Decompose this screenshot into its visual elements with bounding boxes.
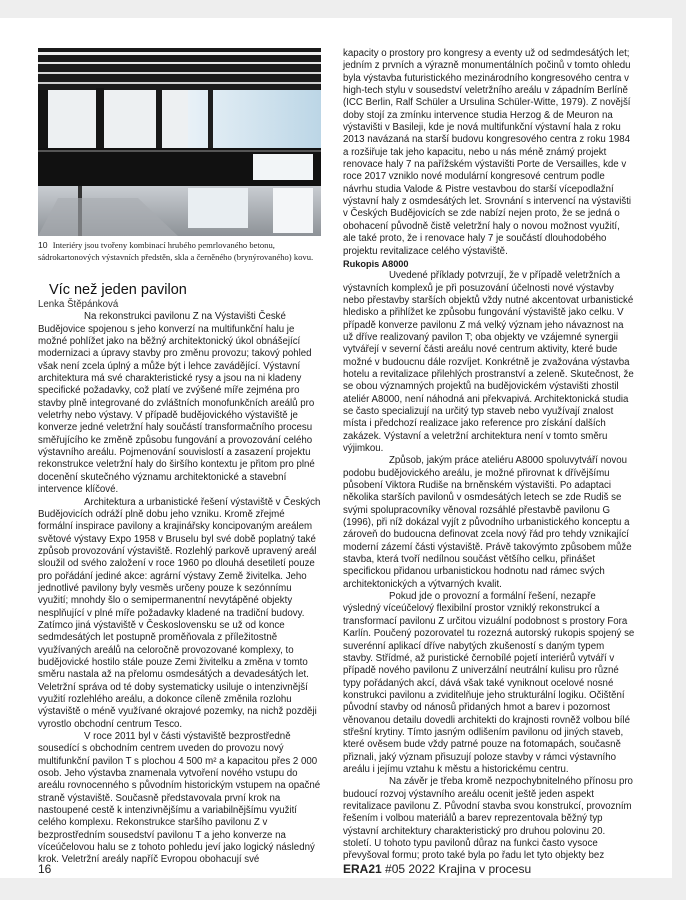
page-edge-bottom bbox=[0, 878, 686, 900]
paragraph: Na rekonstrukci pavilonu Z na Výstavišti České Budějovice spojenou s jeho konverzí na multifunkční halu je možné pohlížet jako na běžný architektonický úkol obnášející modernizaci a úpravy stavby pro změnu provozu; takový pohled však není zcela úplný a může být i lehce zavádějící. Výstavní architektura má své charakteristické rysy a jsou na ni kladeny specifické požadavky, což platí ve zvýšené míře zejména pro stavby plně integrované do zvláštních monofunkčních areálů pro veletrhy nebo výstavy. V případě budějovického výstaviště je konverze jedné veletržní haly součástí transformačního procesu směřujícího ke změně způsobu fungování a provozování celého výstavního areálu. Pojmenování souvislostí a zasazení projektu rekonstrukce veletržní haly do širšího kontextu je přitom pro plné docenění skutečného významu architektonické a stavební intervence klíčové. bbox=[38, 311, 315, 496]
figure-number: 10 bbox=[38, 240, 48, 250]
page-edge-top bbox=[0, 0, 686, 18]
paragraph: Pokud jde o provozní a formální řešení, nezapře výsledný víceúčelový flexibilní prostor vzniklý rekonstrukcí a transformací pavilonu Z určitou vizuální podobnost s prostory Fora Karlín. Poučený pozorovatel tu rozezná autorský rukopis spojený se suverénní aplikací dříve nabytých zkušeností s daným typem stavby. Střídmé, až puristické černobílé pojetí interiérů vytváří v případě nového pavilonu Z univerzální neutrální kulisu pro různé typy pořádaných akcí, dává však také vyniknout ocelové nosné konstrukci pavilonu a zviditelňuje jeho strukturální logiku. Očištění původní stavby od nánosů přidaných hmot a barev i pozornost věnovanou detailu dovedli architekti do krajnosti rovněž volbou bílé střešní krytiny. Tímto jasným odlišením pavilonu od jiných staveb, které ověsem bude vždy patrné pouze na fotomapách, současně přiznali, jaký význam přisuzují poloze stavby v rámci výstavního areálu i jejímu vztahu k městu a historickému centru. bbox=[343, 591, 635, 775]
figure-caption bbox=[38, 240, 326, 263]
article-title: Víc než jeden pavilon bbox=[49, 282, 187, 298]
paragraph: V roce 2011 byl v části výstaviště bezprostředně sousedící s obchodním centrem uveden do provozu nový multifunkční pavilon T s plochou 4 500 m² a kapacitou přes 2 000 osob. Jeho výstavba znamenala vytvoření nového vstupu do areálu rovnocenného s původním historickým vstupem na opačné straně výstaviště. Současně představovala první krok na nastoupené cestě k intenzivnějšímu a variabilnějšímu využití celého komplexu. Rekonstrukce staršího pavilonu Z v bezprostředním sousedství pavilonu T a jeho konverze na víceúčelovou halu se z tohoto pohledu jeví jako logický následný krok. Veletržní areály napříč Evropou obohacují své bbox=[38, 731, 321, 866]
issue-label: #05 2022 Krajina v procesu bbox=[385, 862, 532, 876]
magazine-footer bbox=[343, 862, 531, 876]
paragraph: Na závěr je třeba kromě nezpochybnitelného přínosu pro budoucí rozvoj výstavního areálu ocenit ještě jeden aspekt revitalizace pavilonu Z. Původní stavba svou konstrukcí, provozním řešením i volbou materiálů a barev reprezentovala běžný typ výstavní architektury charakteristický pro druhou polovinu 20. století. U tohoto typu pavilonů důraz na funkci často vysoce převyšoval formu; proto také byla po řadu let tyto objekty bez bbox=[343, 776, 633, 862]
page-number: 16 bbox=[38, 862, 52, 876]
paragraph: Uvedené příklady potvrzují, že v případě veletržních a výstavních komplexů je při posuzování účelnosti nové výstavby nebo přestavby starších objektů vždy nutné akcentovat urbanistické hledisko a přihlížet ke způsobu fungování výstaviště jako celku. V případě konverze pavilonu Z má velký význam jeho návaznost na už dříve realizovaný pavilon T; oba objekty ve vzájemné synergii vytvářejí v severní části areálu nové centrum aktivity, které bude možné v budoucnu dále rozvíjet. Konkrétně je zvažována výstavba hotelu a revitalizace přilehlých prostranství a zeleně. Skutečnost, že se obou významných projektů na budějovickém výstavišti zhostil ateliér A8000, není náhodná ani překvapivá. Architektonická studia se často specializují na určitý typ staveb nebo využívají znalost místa i předchozí realizace jako reference pro získání dalších zakázek. Výstavní a veletržní architektura není v tomto směru výjimkou. bbox=[343, 270, 634, 454]
right-column bbox=[343, 48, 635, 863]
interior-photo bbox=[38, 48, 321, 236]
article-author: Lenka Štěpánková bbox=[38, 299, 119, 310]
paragraph: kapacity o prostory pro kongresy a eventy už od sedmdesátých let; jedním z prvních a výrazně monumentálních počinů v tomto ohledu byla výstavba futuristického mezinárodního kongresového centra v high-tech stylu v sousedství veletržního areálu v západním Berlíně (ICC Berlin, Ralf Schüler a Ursulina Schüler-Witte, 1979). Z novější doby stojí za zmínku intervence studia Herzog & de Meuron na výstavišti v Basileji, kde je nová multifunkční výstavní hala z roku 2013 navázaná na starší budovu kongresového centra z roku 1984 a rozšiřuje tak jeho kapacitu, nebo u nás méně známý projekt renovace haly 7 na pařížském výstavišti Porte de Versailles, kde v roce 2017 vzniklo nové modulární kongresové centrum podle návrhu studia Valode & Pistre vestavbou do starší vícepodlažní výstavní haly z osmdesátých let. Srovnání s intervencí na výstavišti v Českých Budějovicích se zde nabízí nejen proto, že se jedná o obohacení původně čistě veletržní haly o novou možnost využití, ale také proto, že i renovace haly 7 je součástí dlouhodobého projektu revitalizace celého výstaviště. bbox=[343, 48, 632, 257]
figure-caption-text: Interiéry jsou tvořeny kombinací hrubého pemrlovaného betonu, sádrokartonových výstavních předstěn, skla a černěného (brynýrovaného) kovu. bbox=[38, 240, 314, 262]
page-edge-right bbox=[672, 0, 686, 900]
paragraph: Způsob, jakým práce ateliéru A8000 spoluvytváří novou podobu budějovického areálu, je možné přirovnat k dřívějšímu působení Viktora Rudiše na brněnském výstavišti. Po adaptaci několika starších pavilonů v osmdesátých letech se zde Rudiš se svými spolupracovníky věnoval rozsáhlé přestavbě pavilonu G (1996), při níž dokázal vyjít z původního urbanistického konceptu a zároveň do budoucna definovat zcela nový řád pro tehdy vznikající moderní zázemí části výstaviště. Právě takovýmto způsobem může stavba, která tvoří nedílnou součást většího celku, přinášet specifickou přidanou urbanistickou hodnotu nad rámec svých architektonických a výtvarných kvalit. bbox=[343, 455, 632, 590]
left-column bbox=[38, 282, 322, 867]
magazine-name: ERA21 bbox=[343, 862, 382, 876]
paragraph: Architektura a urbanistické řešení výstaviště v Českých Budějovicích odráží plně dobu jeho vzniku. Kromě zřejmé formální inspirace pavilony a krajinářsky koncipovaným areálem světové výstavy Expo 1958 v Bruselu byl své době poplatný také způsob provozování výstaviště. Rozlehlý parkově upravený areál sloužil od svého založení v roce 1960 po dlouhá desetiletí pouze pro pořádání jediné akce: agrární výstavy Země živitelka. Jeho jednotlivé pavilony byly vesměs určeny pouze k sezónnímu využití; mnohdy šlo o semipermanentní nevytápěné objekty nesplňující v plné míře požadavky kladené na tradiční budovy. Zatímco jiná výstaviště v Československu se už od konce sedmdesátých let postupně proměňovala z příležitostně využívaných areálů na celoročně provozované komplexy, to budějovické hostilo stále pouze Zemi živitelku a změna v tomto směru nastala až na přelomu osmdesátých a devadesátých let. Veletržní správa od té doby systematicky usiluje o intenzivnější využití rozlehlého areálu, a dokonce cíleně změnila rozlohu výstaviště o méně využívané okrajové pozemky, na nichž později vyrostlo obchodní centrum Tesco. bbox=[38, 496, 321, 730]
section-subheading: Rukopis A8000 bbox=[343, 258, 409, 269]
